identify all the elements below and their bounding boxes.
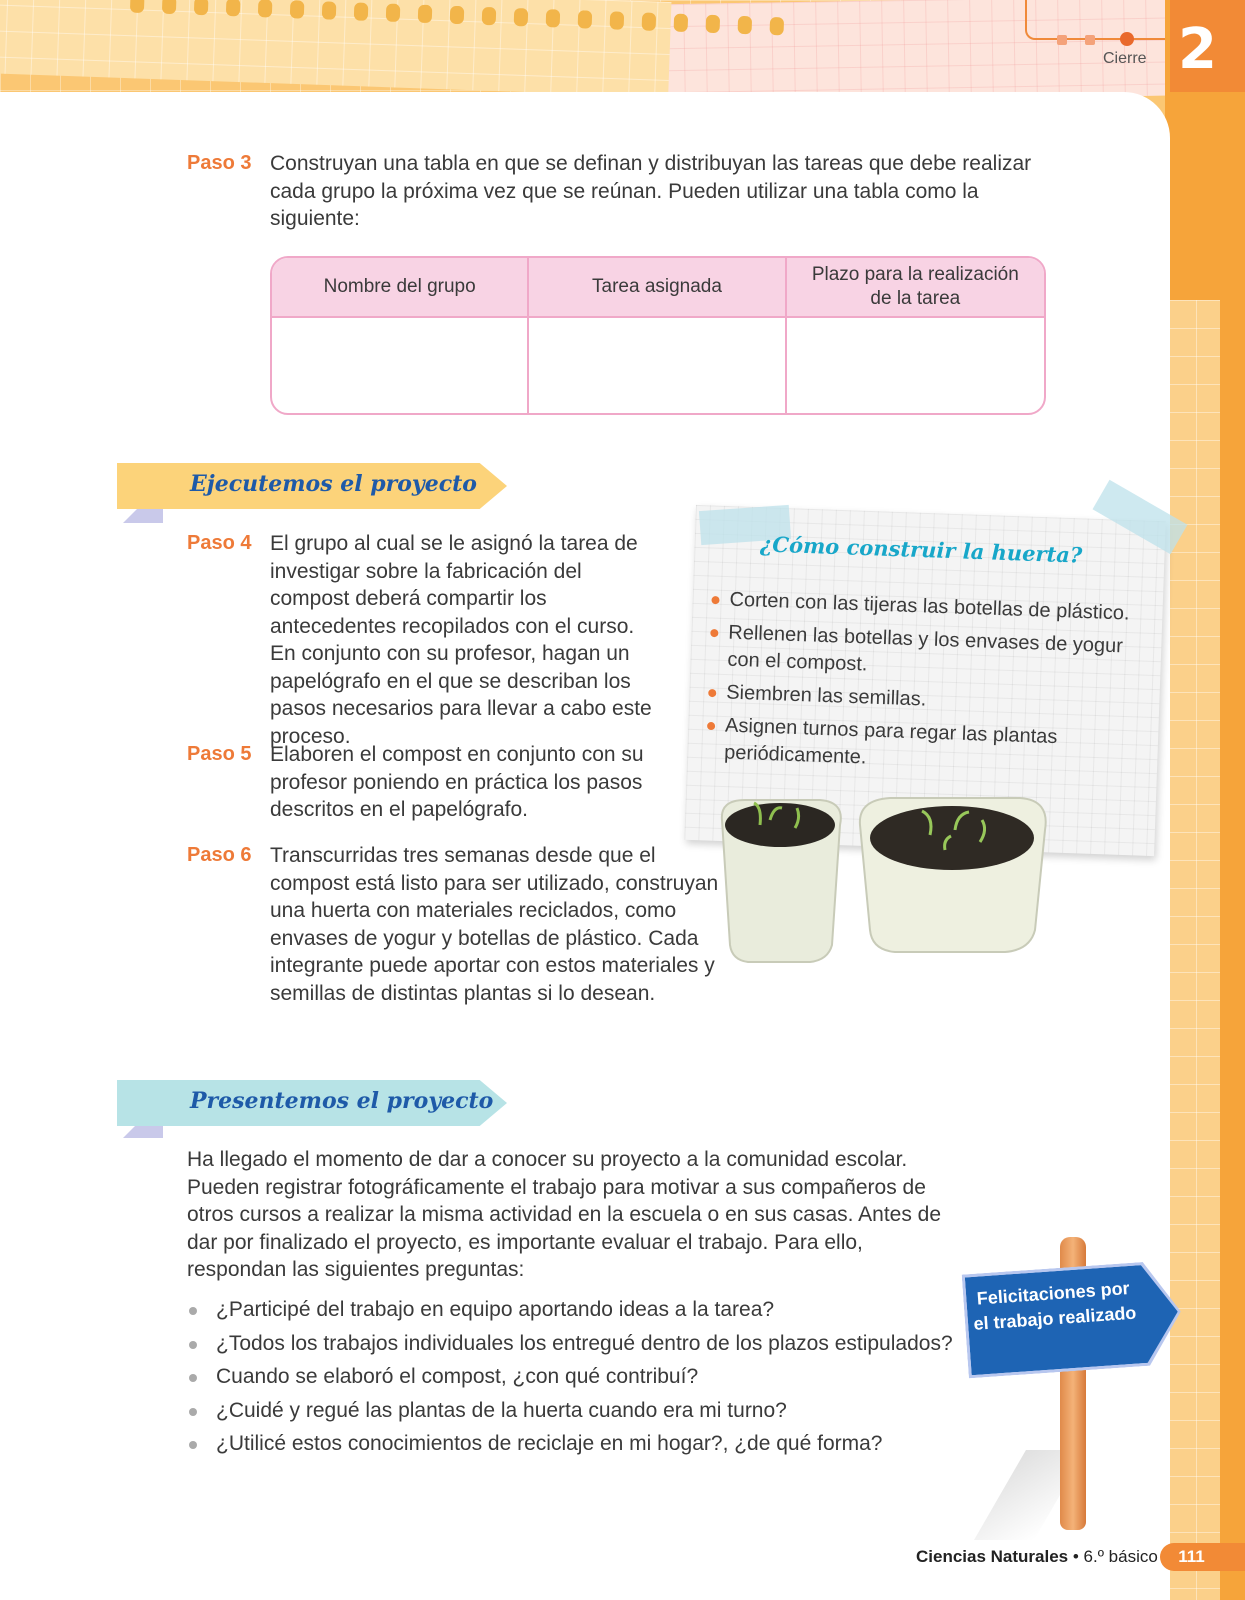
note-item: Asignen turnos para regar las plantas periódicamente. bbox=[706, 712, 1128, 781]
paso-6-label: Paso 6 bbox=[187, 844, 252, 866]
table-cell-empty bbox=[529, 318, 786, 413]
paso-4-text: El grupo al cual se le asignó la tarea de investigar sobre la fabricación del compost deberá compartir los antecedentes recopilados con el curso. En conjunto con su profesor, hagan un papelógrafo en el que se describan los pasos necesarios para llevar a cabo este proceso. bbox=[270, 532, 652, 748]
paso-3-text: Construyan una tabla en que se definan y distribuyan las tareas que debe realizar cada grupo la próxima vez que se reúnan. Pueden utilizar una tabla como la siguiente: bbox=[270, 152, 1032, 230]
table-header-group-name: Nombre del grupo bbox=[272, 258, 529, 318]
section-banner-present bbox=[117, 1080, 507, 1126]
note-item: Siembren las semillas. bbox=[708, 679, 1129, 721]
question-item: ¿Todos los trabajos individuales los entregué dentro de los plazos estipulados? bbox=[187, 1330, 967, 1364]
footer-subject: Ciencias Naturales • 6.º básico bbox=[916, 1547, 1158, 1566]
section-banner-execute bbox=[117, 463, 507, 509]
section-label: Cierre bbox=[1103, 50, 1147, 67]
yogurt-pots-illustration bbox=[700, 780, 1080, 980]
page-number: 111 bbox=[1160, 1543, 1245, 1571]
table-header-task: Tarea asignada bbox=[529, 258, 786, 318]
congratulations-sign bbox=[965, 1263, 1181, 1375]
task-table bbox=[270, 256, 1046, 415]
note-item: Corten con las tijeras las botellas de plástico. bbox=[711, 586, 1132, 628]
note-list bbox=[706, 586, 1132, 787]
progress-dot bbox=[1057, 35, 1067, 45]
section-title-execute: Ejecutemos el proyecto bbox=[190, 471, 477, 497]
question-item: Cuando se elaboró el compost, ¿con qué contribuí? bbox=[187, 1363, 967, 1397]
paso-6-text: Transcurridas tres semanas desde que el compost está listo para ser utilizado, construyan una huerta con materiales reciclados, como envases de yogur y botellas de plástico. Cada integrante puede aportar con estos materiales y semillas de distintas plantas si lo desean. bbox=[270, 844, 719, 1005]
footer-subject-name: Ciencias Naturales bbox=[916, 1547, 1069, 1566]
progress-dot-current bbox=[1120, 32, 1134, 46]
evaluation-questions bbox=[187, 1296, 967, 1464]
question-item: ¿Utilicé estos conocimientos de reciclaje en mi hogar?, ¿de qué forma? bbox=[187, 1430, 967, 1464]
yogurt-pot-right bbox=[860, 798, 1046, 952]
paso-3-label: Paso 3 bbox=[187, 152, 252, 174]
table-cell-empty bbox=[787, 318, 1044, 413]
present-intro: Ha llegado el momento de dar a conocer su proyecto a la comunidad escolar. Pueden registrar fotográficamente el trabajo para motivar a sus compañeros de otros cursos a realizar la misma actividad en la escuela o en sus casas. Antes de dar por finalizado el proyecto, es importante evaluar el trabajo. Para ello, respondan las siguientes preguntas: bbox=[187, 1148, 942, 1281]
question-item: ¿Cuidé y regué las plantas de la huerta cuando era mi turno? bbox=[187, 1397, 967, 1431]
paso-4-label: Paso 4 bbox=[187, 532, 252, 554]
section-title-present: Presentemos el proyecto bbox=[190, 1088, 494, 1114]
paso-5-text: Elaboren el compost en conjunto con su profesor poniendo en práctica los pasos descritos en el papelógrafo. bbox=[270, 743, 644, 821]
chapter-number: 2 bbox=[1178, 17, 1217, 82]
question-item: ¿Participé del trabajo en equipo aportando ideas a la tarea? bbox=[187, 1296, 967, 1330]
note-title: ¿Cómo construir la huerta? bbox=[759, 531, 1083, 568]
paso-5-label: Paso 5 bbox=[187, 743, 252, 765]
table-cell-empty bbox=[272, 318, 529, 413]
sign-text: Felicitaciones por el trabajo realizado bbox=[972, 1278, 1137, 1334]
note-item: Rellenen las botellas y los envases de yogur con el compost. bbox=[709, 619, 1131, 688]
footer-grade: 6.º básico bbox=[1083, 1547, 1158, 1566]
table-header-deadline: Plazo para la realización de la tarea bbox=[787, 258, 1044, 318]
header-connector-line bbox=[1025, 0, 1165, 40]
progress-dot bbox=[1085, 35, 1095, 45]
